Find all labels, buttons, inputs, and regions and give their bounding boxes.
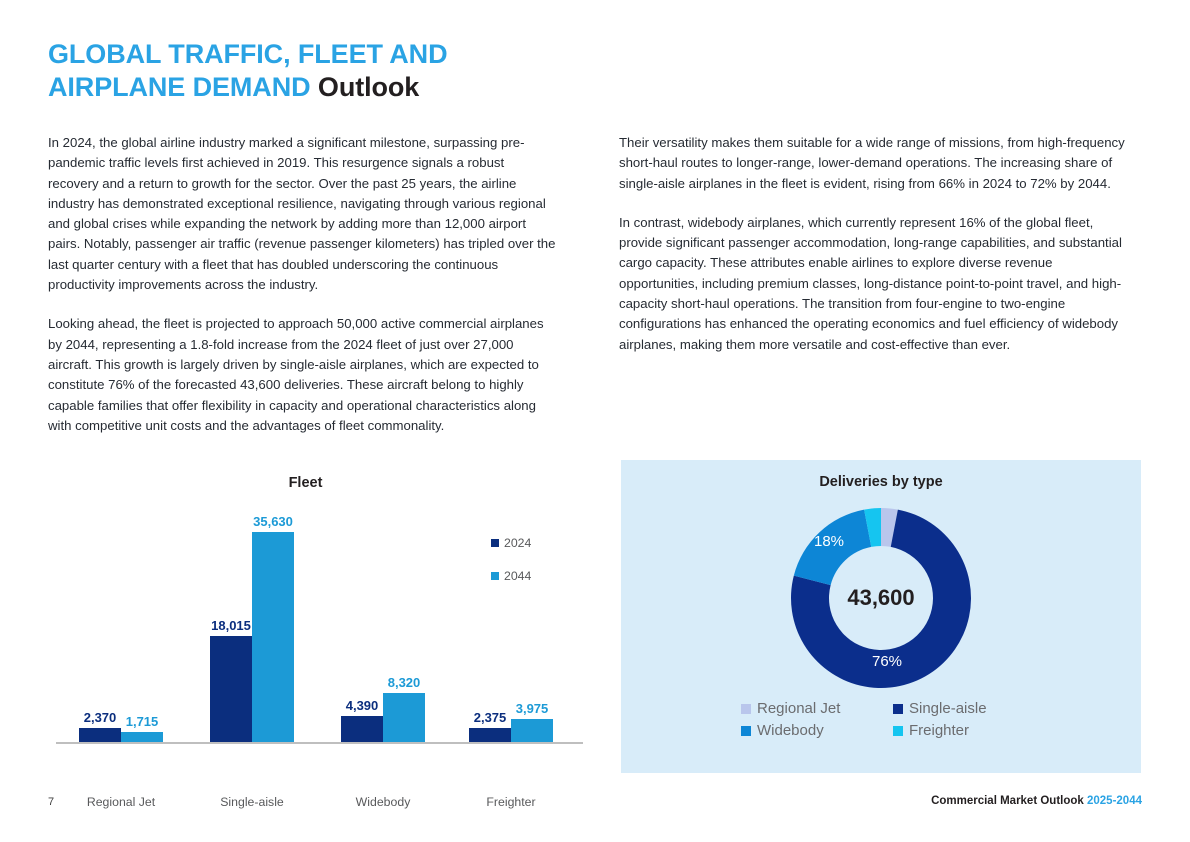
bar-value-label: 4,390 [345, 698, 379, 713]
legend-item-regional-jet[interactable] [741, 700, 893, 717]
fleet-bar-chart [48, 462, 608, 809]
legend-item-freighter[interactable] [893, 722, 969, 739]
body-column-right [619, 133, 1135, 374]
paragraph: Looking ahead, the fleet is projected to approach 50,000 active commercial airplanes by 2044, representing a 1.8-fold increase from the 2024 fleet of just over 27,000 aircraft. This growth is largely driven by single-aisle airplanes, which are expected to constitute 76% of the forecasted 43,600 deliveries. These aircraft belong to highly capable families that offer flexibility in capacity and operational characteristics along with competitive unit costs and the advantages of fleet commonality. [48, 316, 544, 433]
bar-value-label: 3,975 [515, 701, 549, 716]
bar-group [318, 506, 448, 742]
bar-2044[interactable] [511, 701, 553, 742]
bar-2024[interactable] [210, 618, 252, 742]
bar-2024[interactable] [341, 698, 383, 742]
paragraph: Their versatility makes them suitable for a wide range of missions, from high-frequency short-haul routes to longer-range, lower-demand operations. The increasing share of single-aisle airplanes in the fleet is evident, rising from 66% in 2024 to 72% by 2044. [619, 135, 1125, 191]
bar-value-label: 2,370 [83, 710, 117, 725]
bar-value-label: 35,630 [253, 514, 293, 529]
legend-swatch-icon [741, 704, 751, 714]
page-title-accent: Outlook [317, 72, 420, 102]
body-column-left [48, 133, 558, 455]
bar-axis-baseline [56, 742, 583, 744]
deliveries-donut-panel [621, 460, 1141, 773]
legend-swatch-icon [893, 704, 903, 714]
legend-label: 2024 [504, 536, 532, 550]
bar-value-label: 1,715 [125, 714, 159, 729]
bar-group [56, 506, 186, 742]
donut-chart-title: Deliveries by type [819, 474, 943, 490]
legend-item-2044[interactable] [491, 569, 531, 583]
bar-2044[interactable] [383, 675, 425, 742]
legend-swatch-icon [491, 572, 499, 580]
bar-2044[interactable] [252, 514, 294, 742]
page-title [48, 38, 748, 104]
donut-chart-legend [741, 700, 1041, 744]
legend-swatch-icon [893, 726, 903, 736]
legend-item-2024[interactable] [491, 536, 531, 550]
legend-swatch-icon [491, 539, 499, 547]
paragraph: In 2024, the global airline industry marked a significant milestone, surpassing pre-pandemic traffic levels first achieved in 2019. This resurgence signals a robust recovery and a return to growth for the sector. Over the past 25 years, the airline industry has demonstrated exceptional resilience, navigating through various regional and global crises while expanding the network by adding more than 12,000 airport pairs. Notably, passenger air traffic (revenue passenger kilometers) has tripled over the last quarter century with a fleet that has doubled underscoring the continuous productivity improvements across the industry. [48, 135, 556, 293]
legend-item-single-aisle[interactable] [893, 700, 987, 717]
bar-value-label: 18,015 [211, 618, 251, 633]
bar-category-label: Single-aisle [220, 795, 284, 809]
bar-chart-title: Fleet [288, 475, 323, 491]
bar-category-label: Widebody [355, 795, 411, 809]
bar-category-label: Regional Jet [86, 795, 156, 809]
bar-category-label: Freighter [486, 795, 536, 809]
paragraph: In contrast, widebody airplanes, which currently represent 16% of the global fleet, provide significant passenger accommodation, long-range capabilities, and substantial cargo capacity. These attributes enable airlines to explore diverse revenue opportunities, including premium classes, long-distance point-to-point travel, and high-capacity short-haul operations. The transition from four-engine to two-engine configurations has enhanced the operating economics and fuel efficiency of widebody airplanes, making them more versatile and cost-effective than ever. [619, 214, 1122, 352]
donut-label-widebody: 18% [814, 533, 845, 550]
page-number: 7 [48, 796, 55, 808]
legend-item-widebody[interactable] [741, 722, 893, 739]
legend-row [741, 700, 1041, 717]
footer-title: Commercial Market Outlook [931, 795, 1084, 807]
donut-chart [788, 505, 974, 691]
bar-2024[interactable] [469, 710, 511, 742]
legend-label: Widebody [757, 722, 824, 739]
bar-2024[interactable] [79, 710, 121, 742]
legend-row [741, 722, 1041, 739]
page-title-line1: GLOBAL TRAFFIC, FLEET AND [48, 39, 448, 69]
legend-label: 2044 [504, 569, 532, 583]
donut-center-total: 43,600 [847, 585, 915, 610]
bar-2044[interactable] [121, 714, 163, 742]
bar-chart-legend [491, 536, 531, 602]
legend-label: Regional Jet [757, 700, 841, 717]
legend-label: Freighter [909, 722, 970, 739]
footer-years: 2025-2044 [1087, 795, 1142, 807]
bar-group [187, 506, 317, 742]
legend-swatch-icon [741, 726, 751, 736]
donut-label-single-aisle: 76% [872, 653, 903, 670]
bar-value-label: 8,320 [387, 675, 421, 690]
legend-label: Single-aisle [909, 700, 987, 717]
page-title-line2: AIRPLANE DEMAND [48, 72, 311, 102]
bar-value-label: 2,375 [473, 710, 507, 725]
footer-label [931, 795, 1142, 807]
